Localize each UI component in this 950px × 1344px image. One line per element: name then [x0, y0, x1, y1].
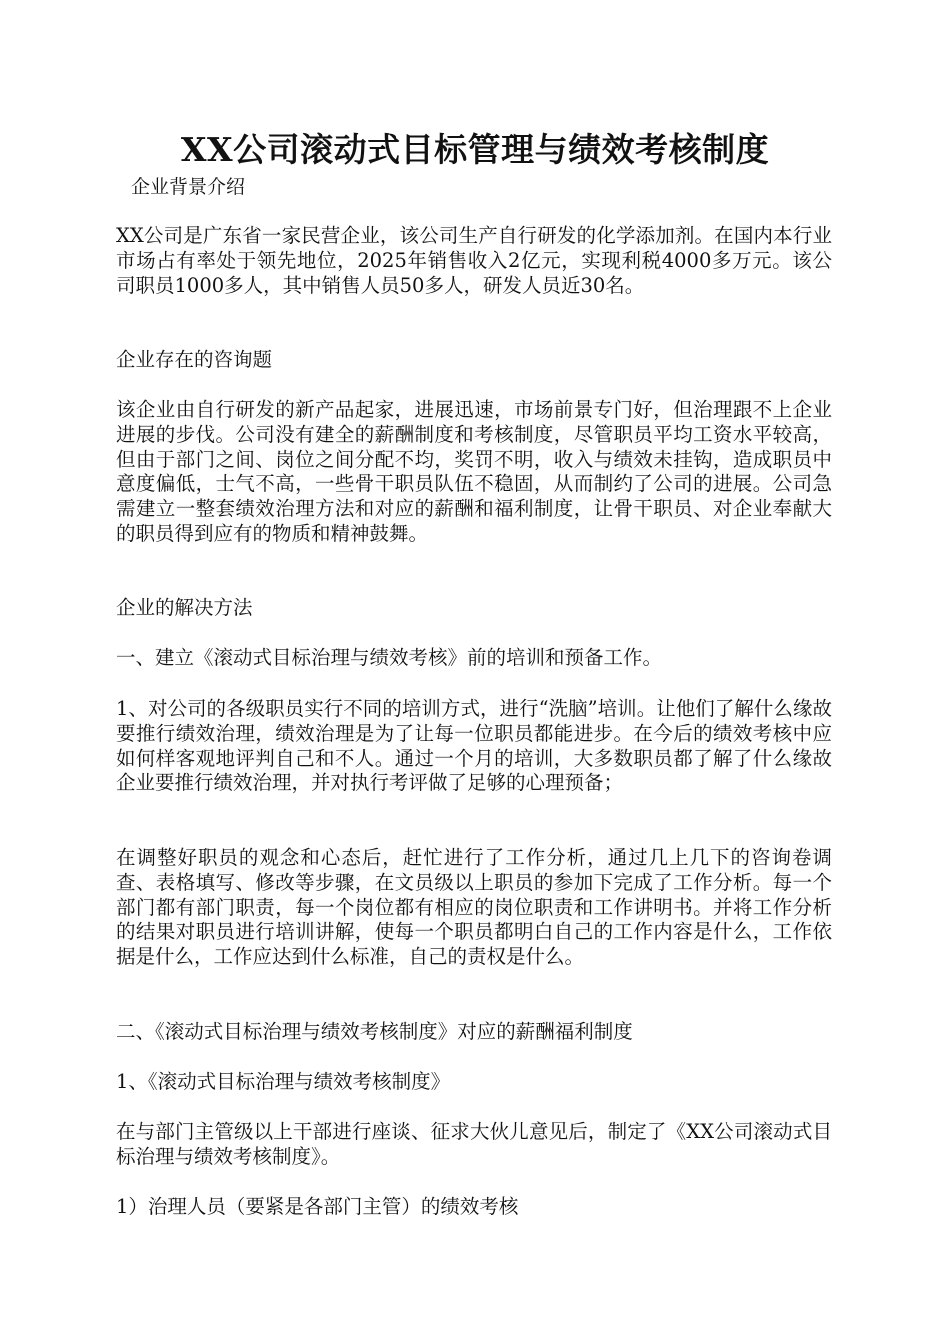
section-heading-solutions: 企业的解决方法	[116, 596, 253, 619]
paragraph-company-intro: XX公司是广东省一家民营企业，该公司生产自行研发的化学添加剂。在国内本行业市场占有率处于领先地位，2025年销售收入2亿元，实现利税4000多万元。该公司职员1000多人，其中销售人员50多人，研发人员近30名。	[116, 224, 832, 297]
paragraph-training: 1、对公司的各级职员实行不同的培训方式，进行“洗脑”培训。让他们了解什么缘故要推行绩效治理，绩效治理是为了让每一位职员都能进步。在今后的绩效考核中应如何样客观地评判自己和不人。通过一个月的培训，大多数职员都了解了什么缘故企业要推行绩效治理，并对执行考评做了足够的心理预备；	[116, 697, 832, 795]
section-heading-background: 企业背景介绍	[131, 176, 246, 198]
subsection-heading-managers: 1）治理人员（要紧是各部门主管）的绩效考核	[116, 1195, 519, 1218]
paragraph-problems: 该企业由自行研发的新产品起家，进展迅速，市场前景专门好，但治理跟不上企业进展的步伐。公司没有建全的薪酬制度和考核制度，尽管职员平均工资水平较高，但由于部门之间、岗位之间分配不均，奖罚不明，收入与绩效未挂钩，造成职员中意度偏低，士气不高，一些骨干职员队伍不稳固，从而制约了公司的进展。公司急需建立一整套绩效治理方法和对应的薪酬和福利制度，让骨干职员、对企业奉献大的职员得到应有的物质和精神鼓舞。	[116, 398, 832, 545]
paragraph-job-analysis: 在调整好职员的观念和心态后，赶忙进行了工作分析，通过几上几下的咨询卷调查、表格填写、修改等步骤，在文员级以上职员的参加下完成了工作分析。每一个部门都有部门职责，每一个岗位都有相应的岗位职责和工作讲明书。并将工作分析的结果对职员进行培训讲解，使每一个职员都明白自己的工作内容是什么，工作依据是什么，工作应达到什么标准，自己的责权是什么。	[116, 846, 832, 969]
section-heading-problems: 企业存在的咨询题	[116, 348, 273, 371]
paragraph-system: 在与部门主管级以上干部进行座谈、征求大伙儿意见后，制定了《XX公司滚动式目标治理与绩效考核制度》。	[116, 1120, 832, 1168]
section-heading-training: 一、建立《滚动式目标治理与绩效考核》前的培训和预备工作。	[116, 646, 663, 669]
section-heading-compensation: 二、《滚动式目标治理与绩效考核制度》对应的薪酬福利制度	[116, 1020, 633, 1043]
document-title: XX公司滚动式目标管理与绩效考核制度	[180, 130, 770, 169]
subsection-heading-system: 1、《滚动式目标治理与绩效考核制度》	[116, 1070, 451, 1093]
